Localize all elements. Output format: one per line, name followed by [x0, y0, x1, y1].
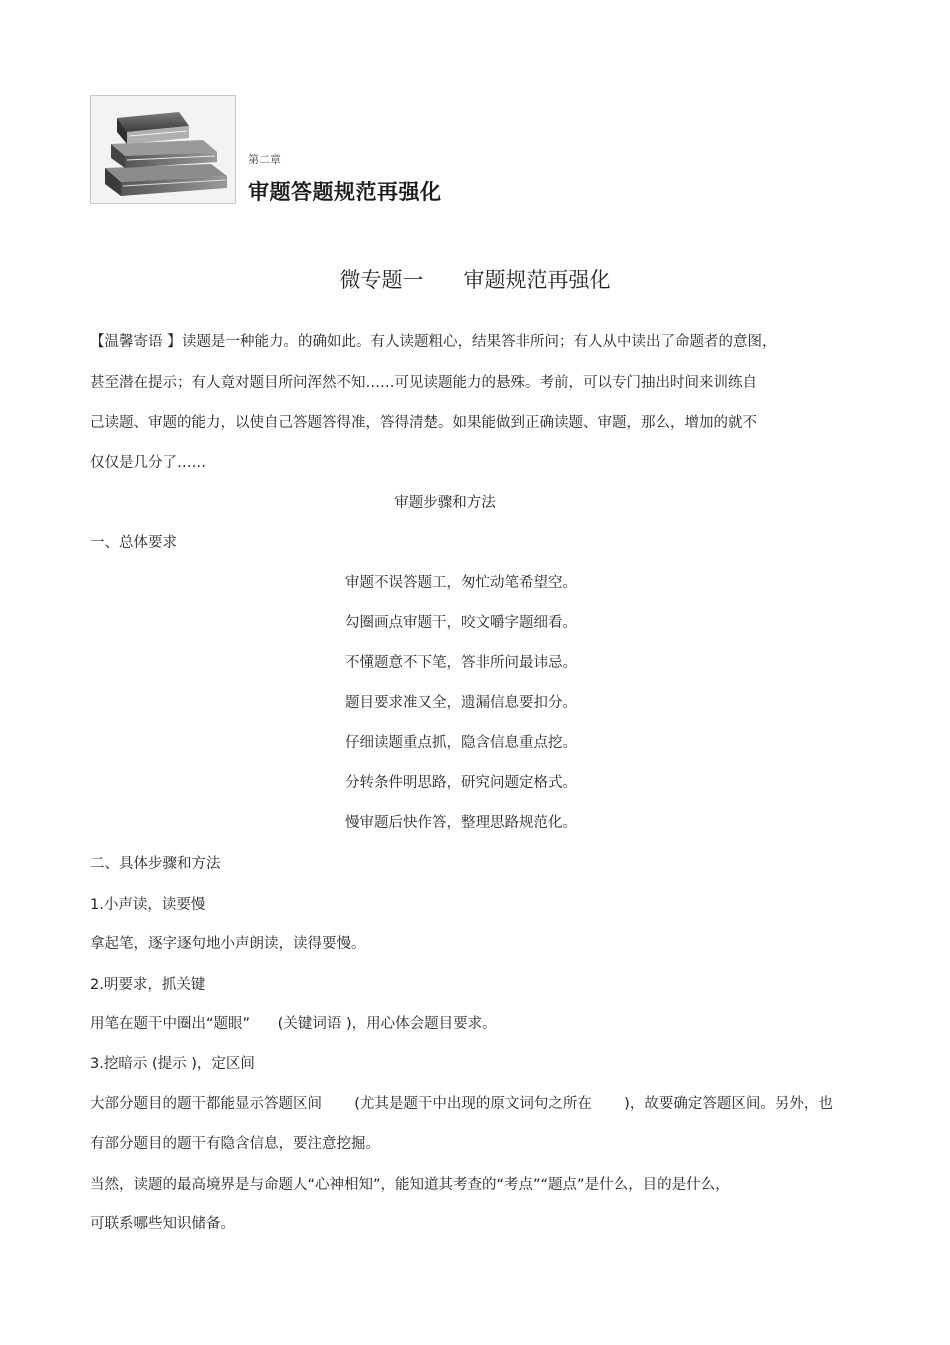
steps-heading: 审题步骤和方法: [394, 495, 496, 511]
intro-tag: 【温馨寄语 】: [90, 334, 182, 350]
intro-line: 仅仅是几分了……: [90, 455, 206, 471]
poem-line: 慢审题后快作答，整理思路规范化。: [345, 815, 577, 831]
part2-heading: 二、具体步骤和方法: [90, 856, 221, 872]
chapter-label: 第二章: [248, 153, 281, 166]
step-text: 可联系哪些知识储备。: [90, 1216, 235, 1232]
step-text: 拿起笔，逐字逐句地小声朗读，读得要慢。: [90, 936, 366, 952]
section-title: 微专题一 审题规范再强化: [339, 268, 611, 292]
step-text: 当然，读题的最高境界是与命题人“心神相知”，能知道其考查的“考点”“题点”是什么，目的是什么，: [90, 1177, 730, 1193]
step-heading: 2.明要求，抓关键: [90, 977, 206, 993]
poem-line: 审题不误答题工，匆忙动笔希望空。: [345, 575, 577, 591]
poem-line: 分转条件明思路，研究问题定格式。: [345, 775, 577, 791]
step-text: 用笔在题干中圈出“题眼” (关键词语 )，用心体会题目要求。: [90, 1016, 497, 1032]
books-stack-image: [90, 95, 236, 204]
step-heading: 1.小声读，读要慢: [90, 897, 206, 913]
part1-heading: 一、总体要求: [90, 535, 177, 551]
poem-line: 勾圈画点审题干，咬文嚼字题细看。: [345, 615, 577, 631]
step-heading: 3.挖暗示 (提示 )，定区间: [90, 1056, 255, 1072]
intro-line: 己读题、审题的能力，以使自己答题答得准，答得清楚。如果能做到正确读题、审题，那么，增加的就不: [90, 415, 757, 431]
chapter-title: 审题答题规范再强化: [248, 180, 442, 204]
step-text: 有部分题目的题干有隐含信息，要注意挖掘。: [90, 1136, 380, 1152]
intro-line: 甚至潜在提示；有人竟对题目所问浑然不知……可见读题能力的悬殊。考前，可以专门抽出时间来训练自: [90, 375, 757, 391]
poem-line: 题目要求准又全，遗漏信息要扣分。: [345, 695, 577, 711]
books-icon: [91, 96, 235, 203]
poem-line: 不懂题意不下笔，答非所问最讳忌。: [345, 655, 577, 671]
intro-line: 读题是一种能力。的确如此。有人读题粗心，结果答非所问；有人从中读出了命题者的意图，: [182, 334, 777, 350]
step-text: 大部分题目的题干都能显示答题区间 (尤其是题干中出现的原文词句之所在 )，故要确定答题区间。另外，也: [90, 1096, 833, 1112]
poem-line: 仔细读题重点抓，隐含信息重点挖。: [345, 735, 577, 751]
